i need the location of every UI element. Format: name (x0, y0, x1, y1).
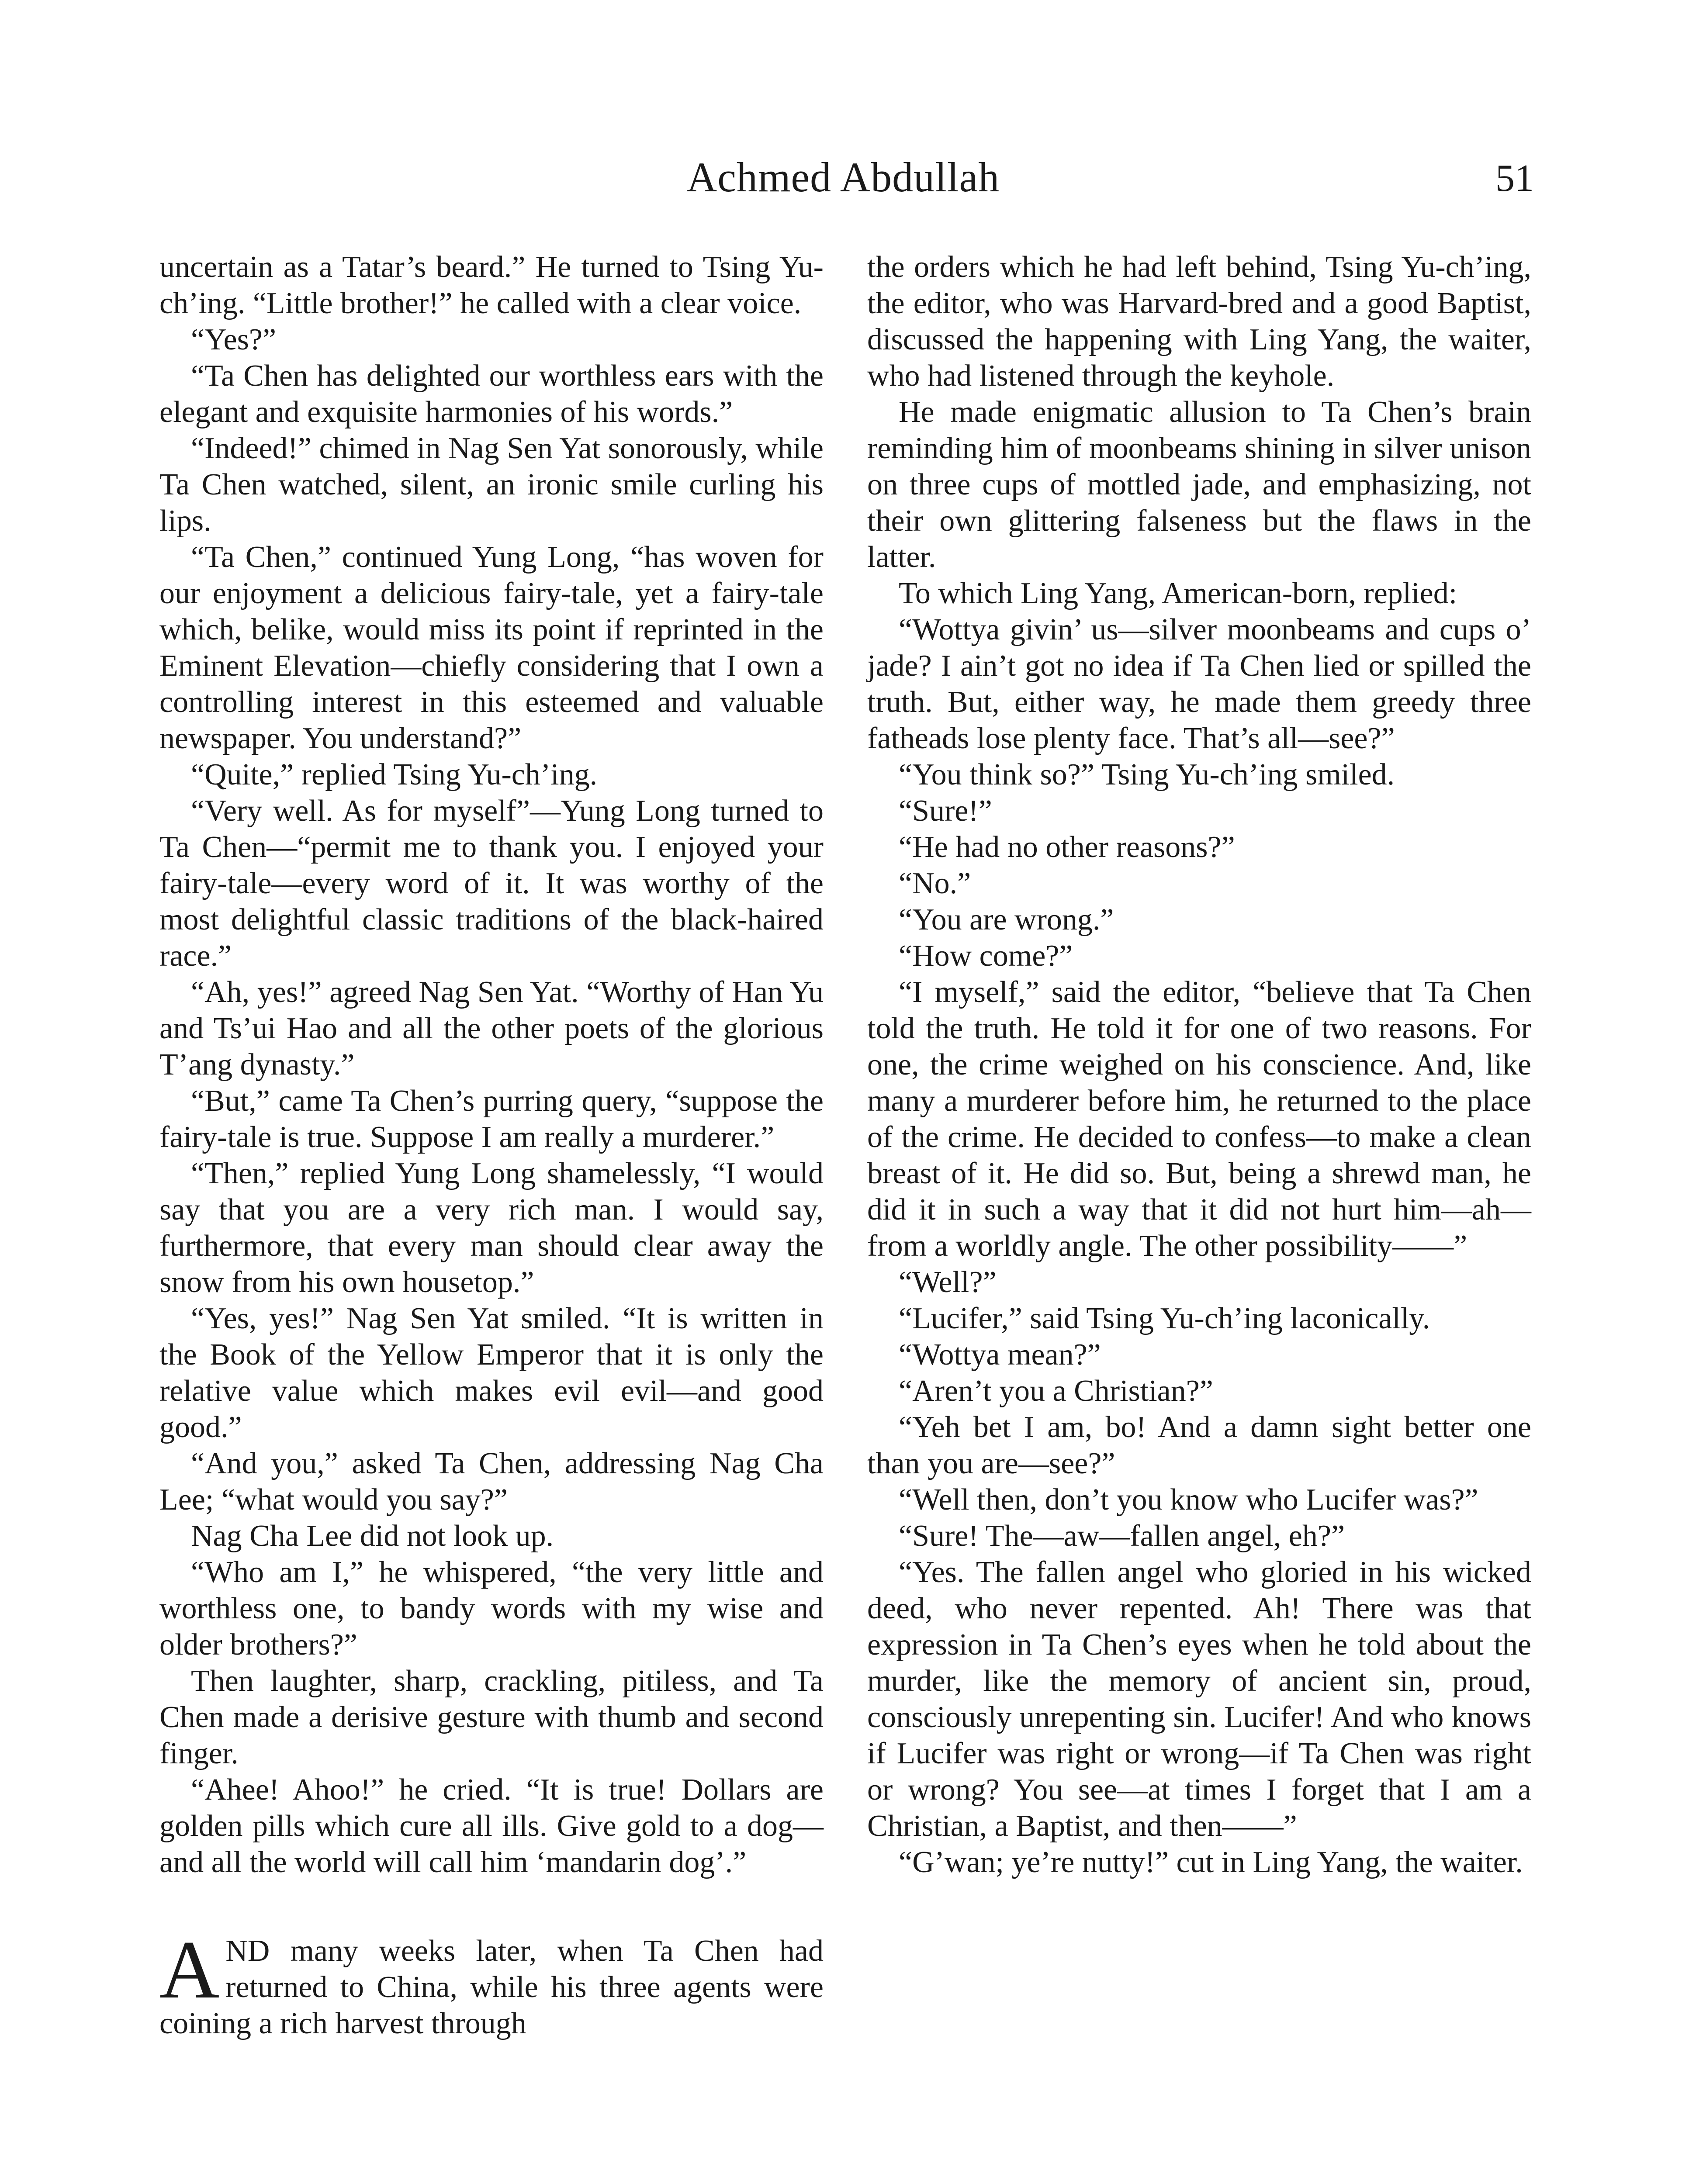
paragraph: “Sure! The—aw—fallen angel, eh?” (899, 1519, 1345, 1553)
paragraph: “Very well. As for myself”—Yung Long turned to Ta Chen—“permit me to thank you. I enjoyed your fairy-tale—every word of it. It was worthy of the most delightful classic traditions of the black-haired race.” (159, 794, 824, 973)
paragraph: “You think so?” Tsing Yu-ch’ing smiled. (899, 758, 1395, 791)
paragraph: “Yes?” (191, 323, 277, 356)
paragraph: the orders which he had left behind, Tsing Yu-ch’ing, the editor, who was Harvard-bred and a good Baptist, discussed the happening with Ling Yang, the waiter, who had listened through the keyhole. (867, 250, 1531, 393)
paragraph: “Well?” (899, 1265, 997, 1299)
paragraph: “Indeed!” chimed in Nag Sen Yat sonorously, while Ta Chen watched, silent, an ironic smile curling his lips. (159, 432, 824, 538)
paragraph: “Ta Chen has delighted our worthless ears with the elegant and exquisite harmonies of his words.” (159, 359, 824, 429)
drop-cap: A (159, 1924, 220, 2016)
paragraph: “Yeh bet I am, bo! And a damn sight better one than you are—see?” (867, 1410, 1531, 1480)
paragraph: “You are wrong.” (899, 903, 1114, 936)
paragraph: “Wottya givin’ us—silver moonbeams and cups o’ jade? I ain’t got no idea if Ta Chen lied or spilled the truth. But, either way, he made them greedy three fatheads lose plenty face. That’s all—see?” (867, 613, 1531, 755)
paragraph: “How come?” (899, 939, 1073, 973)
paragraph: “Ahee! Ahoo!” he cried. “It is true! Dollars are golden pills which cure all ills. Give gold to a dog—and all the world will call him ‘mandarin dog’.” (159, 1773, 824, 1879)
paragraph: “Lucifer,” said Tsing Yu-ch’ing laconically. (899, 1302, 1430, 1335)
paragraph: “Who am I,” he whispered, “the very little and worthless one, to bandy words with my wise and older brothers?” (159, 1555, 824, 1662)
paragraph: “Wottya mean?” (899, 1338, 1101, 1372)
paragraph: “Quite,” replied Tsing Yu-ch’ing. (191, 758, 598, 791)
paragraph: “No.” (899, 867, 971, 900)
left-column (159, 249, 824, 2042)
paragraph: “G’wan; ye’re nutty!” cut in Ling Yang, the waiter. (899, 1845, 1523, 1879)
paragraph: “Then,” replied Yung Long shamelessly, “I would say that you are a very rich man. I would say, furthermore, that every man should clear away the snow from his own housetop.” (159, 1157, 824, 1299)
section-opening-text: ND many weeks later, when Ta Chen had returned to China, while his three agents were coining a rich harvest through (159, 1934, 824, 2040)
running-head-author: Achmed Abdullah (686, 154, 1000, 200)
paragraph: “Ta Chen,” continued Yung Long, “has woven for our enjoyment a delicious fairy-tale, yet a fairy-tale which, belike, would miss its point if reprinted in the Eminent Elevation—chiefly considering that I own a controlling interest in this esteemed and valuable newspaper. You understand?” (159, 540, 824, 755)
paragraph: “And you,” asked Ta Chen, addressing Nag Cha Lee; “what would you say?” (159, 1447, 824, 1517)
paragraph: “I myself,” said the editor, “believe that Ta Chen told the truth. He told it for one of two reasons. For one, the crime weighed on his conscience. And, like many a murderer before him, he returned to the place of the crime. He decided to confess—to make a clean breast of it. He did so. But, being a shrewd man, he did it in such a way that it did not hurt him—ah—from a worldly angle. The other possibility——” (867, 975, 1531, 1263)
right-column (867, 249, 1531, 1880)
paragraph: “Yes, yes!” Nag Sen Yat smiled. “It is written in the Book of the Yellow Emperor that it is only the relative value which makes evil evil—and good good.” (159, 1302, 824, 1444)
section-opening (159, 1924, 824, 2042)
paragraph: “Yes. The fallen angel who gloried in his wicked deed, who never repented. Ah! There was that expression in Ta Chen’s eyes when he told about the murder, like the memory of ancient sin, proud, consciously unrepenting sin. Lucifer! And who knows if Lucifer was right or wrong—if Ta Chen was right or wrong? You see—at times I forget that I am a Christian, a Baptist, and then——” (867, 1555, 1531, 1843)
paragraph: uncertain as a Tatar’s beard.” He turned to Tsing Yu-ch’ing. “Little brother!” he called with a clear voice. (159, 250, 824, 320)
paragraph: “Well then, don’t you know who Lucifer was?” (899, 1483, 1478, 1517)
paragraph: “But,” came Ta Chen’s purring query, “suppose the fairy-tale is true. Suppose I am really a murderer.” (159, 1084, 824, 1154)
paragraph: “Sure!” (899, 794, 992, 828)
paragraph: Then laughter, sharp, crackling, pitiless, and Ta Chen made a derisive gesture with thumb and second finger. (159, 1664, 824, 1770)
page-number: 51 (1495, 157, 1534, 200)
paragraph: Nag Cha Lee did not look up. (191, 1519, 554, 1553)
paragraph: To which Ling Yang, American-born, replied: (899, 577, 1457, 610)
paragraph: He made enigmatic allusion to Ta Chen’s brain reminding him of moonbeams shining in silver unison on three cups of mottled jade, and emphasizing, not their own glittering falseness but the flaws in the latter. (867, 395, 1531, 574)
paragraph: “Aren’t you a Christian?” (899, 1374, 1213, 1408)
paragraph: “He had no other reasons?” (899, 830, 1235, 864)
paragraph: “Ah, yes!” agreed Nag Sen Yat. “Worthy of Han Yu and Ts’ui Hao and all the other poets of the glorious T’ang dynasty.” (159, 975, 824, 1082)
running-header (0, 153, 1689, 218)
